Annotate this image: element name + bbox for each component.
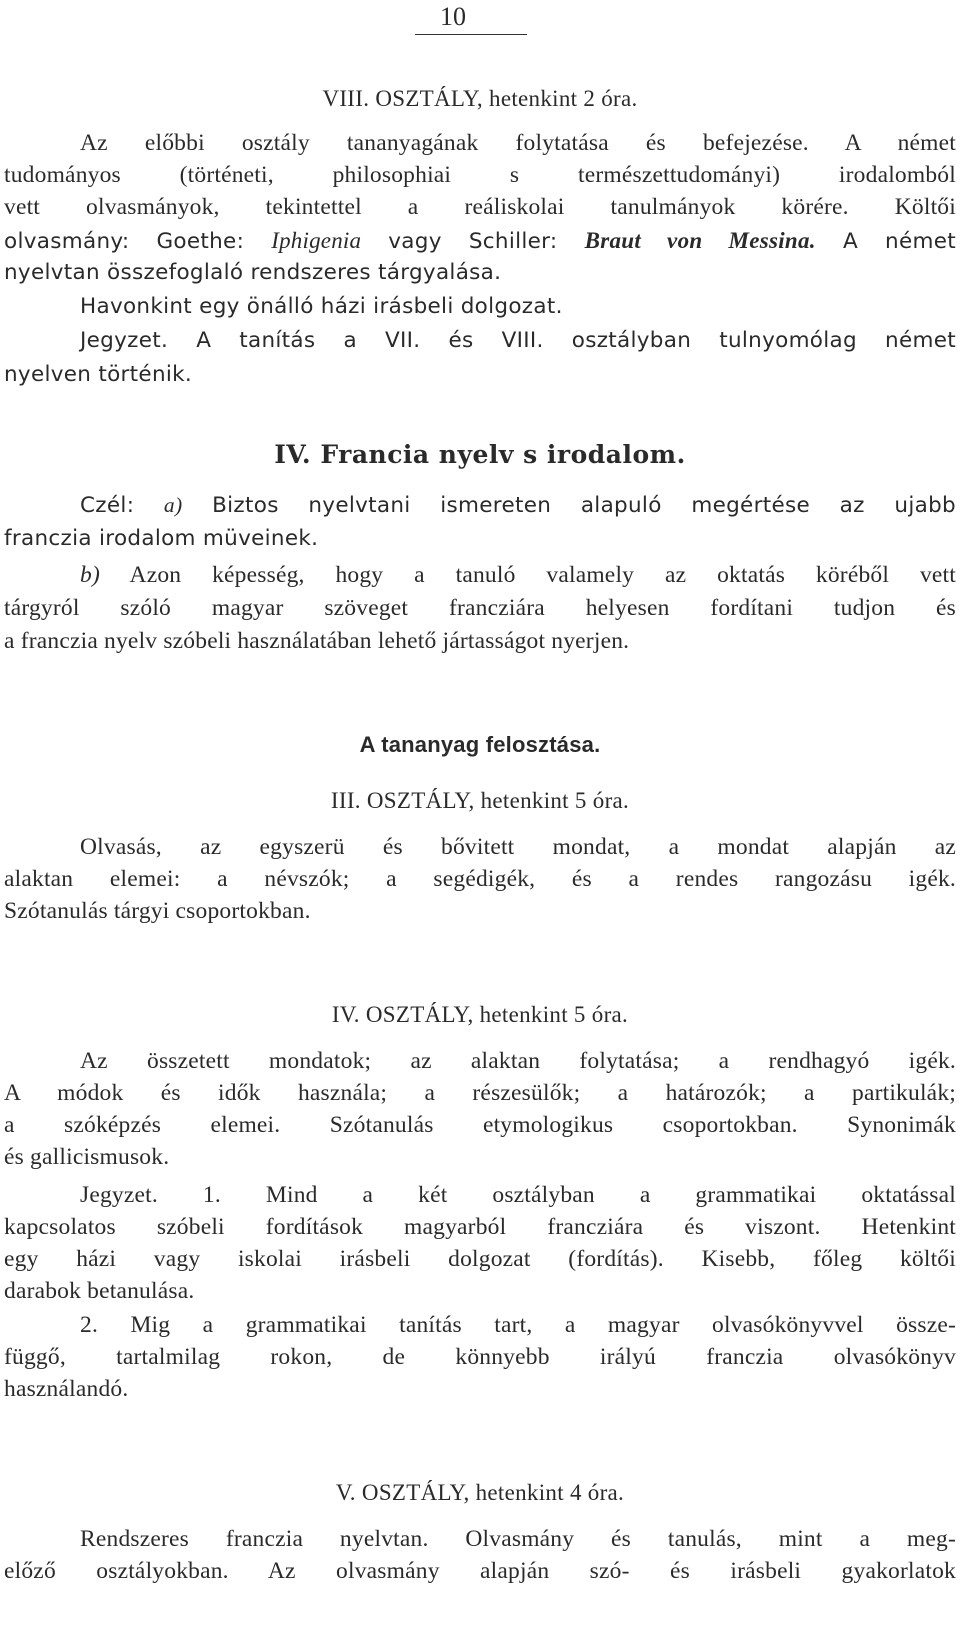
paragraph-line: Rendszeres franczia nyelvtan. Olvasmány és tanulás, mint a meg- [80,1526,956,1552]
paragraph-line: alaktan elemei: a névszók; a segédigék, és a rendes rangozásu igék. [4,866,956,892]
paragraph-line: tudományos (történeti, philosophiai s természettudományi) irodalomból [4,162,956,188]
paragraph-line: és gallicismusok. [4,1144,170,1170]
paragraph-line: előző osztályokban. Az olvasmány alapján szó- és irásbeli gyakorlatok [4,1558,956,1584]
paragraph-line [4,226,956,257]
paragraph-line: Olvasás, az egyszerü és bővitett mondat, a mondat alapján az [80,834,956,860]
paragraph-line: a szóképzés elemei. Szótanulás etymologikus csoportokban. Synonimák [4,1112,956,1138]
text-run: Czél: [80,493,164,518]
paragraph-line: a franczia nyelv szóbeli használatában lehető jártasságot nyerjen. [4,628,630,654]
paragraph-line: franczia irodalom müveinek. [4,526,319,551]
text-run: A német [815,229,956,254]
page-number: 10 [440,2,466,31]
italic-title-iphigenia: Iphigenia [271,228,362,253]
paragraph-line: Az előbbi osztály tananyagának folytatása és befejezése. A német [80,130,956,156]
note-line: 2. Mig a grammatikai tanítás tart, a magyar olvasókönyvvel össze- [80,1312,956,1338]
paragraph-line: vett olvasmányok, tekintettel a reáliskolai tanulmányok körére. Költői [4,194,956,220]
text-run: Biztos nyelvtani ismereten alapuló megértése az ujabb [182,493,956,518]
note-line: darabok betanulása. [4,1278,195,1304]
text-run: vagy Schiller: [361,229,585,254]
paragraph-line [80,490,956,521]
class-heading-viii: VIII. OSZTÁLY, hetenkint 2 óra. [322,86,638,111]
note-line: kapcsolatos szóbeli fordítások magyarból francziára és viszont. Hetenkint [4,1214,956,1240]
subsection-heading: A tananyag felosztása. [359,732,601,757]
text-run: olvasmány: Goethe: [4,229,272,254]
text-run: Azon képesség, hogy a tanuló valamely az oktatás köréből vett [99,562,956,588]
class-heading-iii: III. OSZTÁLY, hetenkint 5 óra. [330,788,630,813]
note-line: használandó. [4,1376,129,1402]
paragraph-line: Az összetett mondatok; az alaktan folytatása; a rendhagyó igék. [80,1048,956,1074]
class-heading-iv: IV. OSZTÁLY, hetenkint 5 óra. [331,1002,629,1027]
paragraph-line: nyelvtan összefoglaló rendszeres tárgyalása. [4,260,502,285]
paragraph-line: tárgyról szóló magyar szöveget francziára helyesen fordítani tudjon és [4,595,956,621]
item-marker: a) [163,493,183,517]
class-heading-v: V. OSZTÁLY, hetenkint 4 óra. [335,1480,625,1505]
note-line: Jegyzet. A tanítás a VII. és VIII. osztályban tulnyomólag német [80,328,956,353]
note-line: egy házi vagy iskolai irásbeli dolgozat (fordítás). Kisebb, főleg költői [4,1246,956,1272]
page-number-rule [415,34,527,35]
paragraph-line [80,560,956,590]
item-marker: b) [80,562,100,588]
paragraph-line: A módok és idők használa; a részesülők; a határozók; a partikulák; [4,1080,956,1106]
paragraph-line: Szótanulás tárgyi csoportokban. [4,898,311,924]
note-line: nyelven történik. [4,362,193,387]
paragraph-line: Havonkint egy önálló házi irásbeli dolgozat. [80,294,563,319]
italic-title-braut-von-messina: Braut von Messina. [584,228,816,253]
note-line: Jegyzet. 1. Mind a két osztályban a grammatikai oktatással [80,1182,956,1208]
section-heading: IV. Francia nyelv s irodalom. [274,440,686,469]
note-line: függő, tartalmilag rokon, de könnyebb irályú franczia olvasókönyv [4,1344,956,1370]
